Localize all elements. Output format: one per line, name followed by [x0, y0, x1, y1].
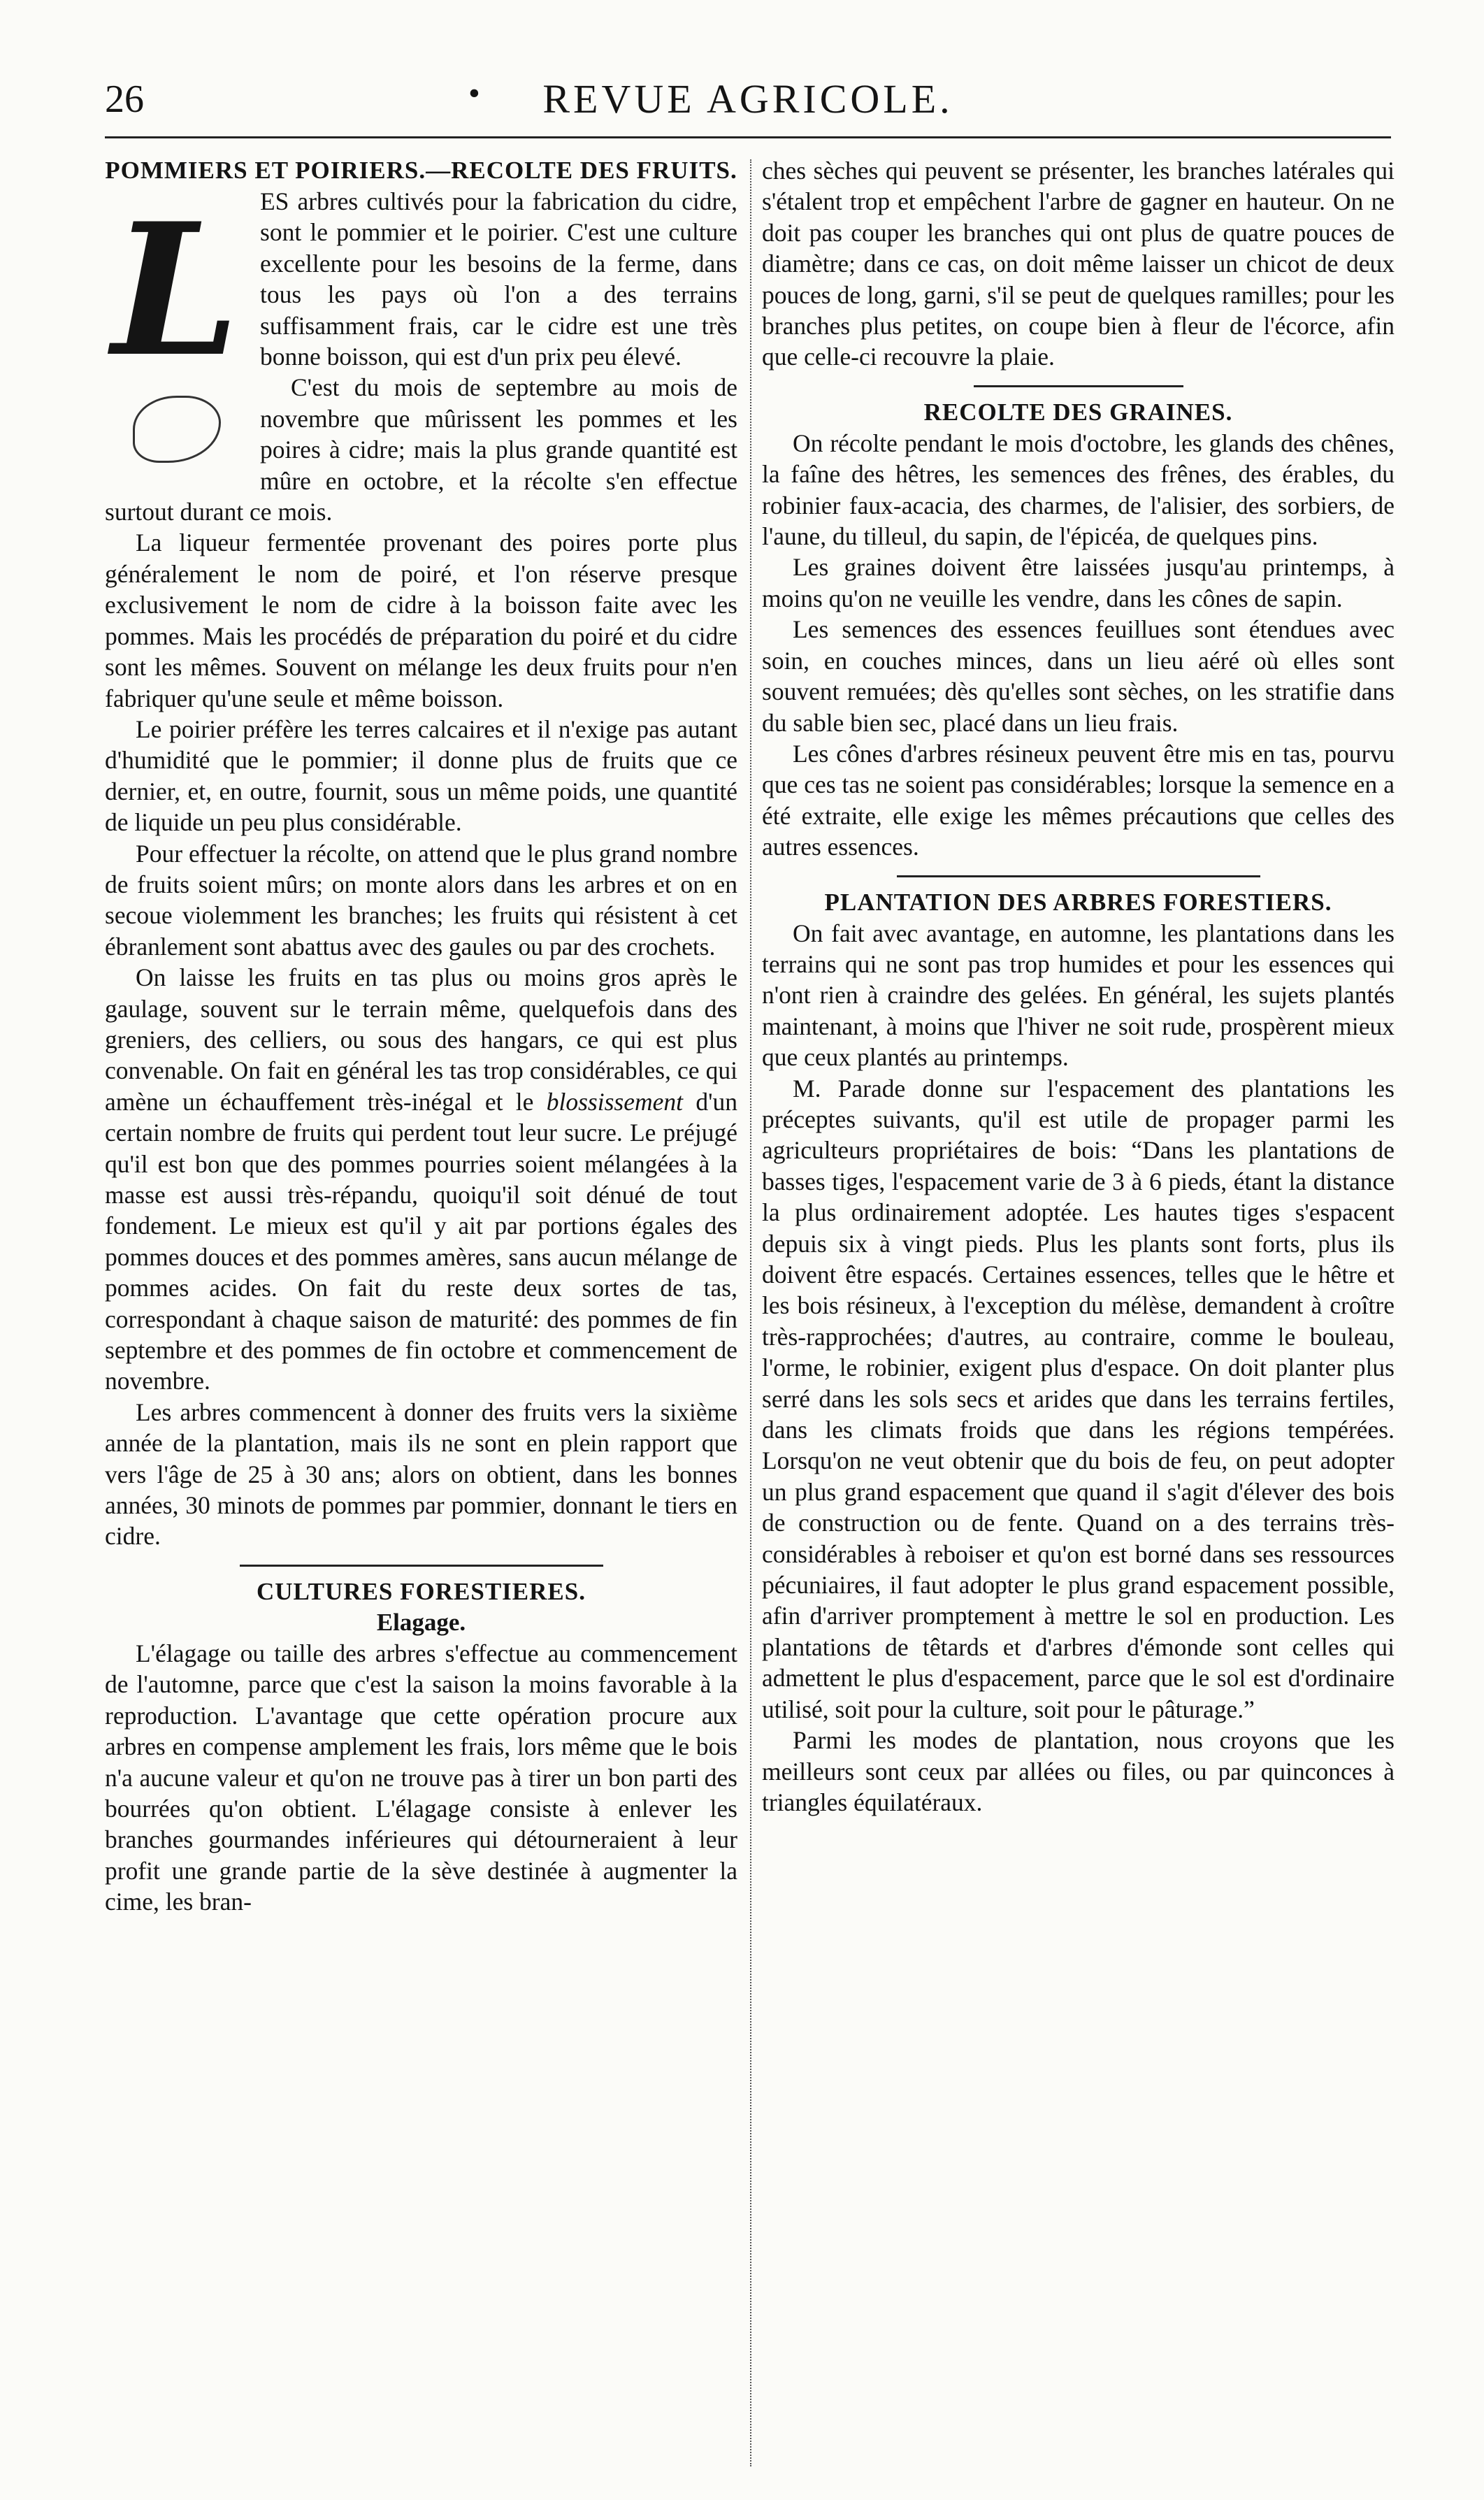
- section-rule: [897, 875, 1260, 877]
- paragraph: ES arbres cultivés pour la fabrication du cidre, sont le pommier et le poirier. C'est une culture excellente pour les besoins de la ferme, dans tous les pays où l'on a des terrains suffisamment frais, car le cidre est une très bonne boisson, qui est d'un prix peu élevé.: [260, 187, 737, 371]
- paragraph: [105, 962, 737, 1397]
- paragraph-text: d'un certain nombre de fruits qui perdent tout leur sucre. Le préjugé qu'il est bon que des pommes pourries soient mélangées à la masse est aussi très-répandu, quoiqu'il soit dénué de tout fondement. Le mieux est qu'il y ait par portions égales des pommes douces et des pommes amères, sans aucun mélange de pommes acides. On fait du reste deux sortes de tas, correspondant à chaque saison de maturité: des pommes de fin septembre et des pommes de fin octobre et commencement de novembre.: [105, 1087, 737, 1395]
- section-rule: [974, 385, 1183, 387]
- paragraph: La liqueur fermentée provenant des poires porte plus généralement le nom de poiré, et l'on réserve presque exclusivement le nom de cidre à la boisson faite avec les pommes. Mais les procédés de préparation du poiré et du cidre sont les mêmes. Souvent on mélange les deux fruits pour n'en fabriquer qu'une seule et même boisson.: [105, 529, 737, 712]
- paragraph: Les cônes d'arbres résineux peuvent être mis en tas, pourvu que ces tas ne soient pas considérables; lorsque la semence en a été extraite, elle exige les mêmes précautions que celles des autres essences.: [762, 739, 1395, 861]
- page-number: 26: [105, 78, 144, 121]
- column-divider: [750, 159, 751, 2466]
- section-subtitle-elagage: Elagage.: [376, 1608, 466, 1636]
- italic-term: blossissement: [546, 1087, 683, 1116]
- paragraph: On récolte pendant le mois d'octobre, les glands des chênes, la faîne des hêtres, les semences des frênes, des érables, du robinier faux-acacia, des charmes, de l'alisier, des sorbiers, de l'aune, du tilleul, du sapin, de l'épicéa, de quelques pins.: [762, 429, 1395, 551]
- paragraph: Parmi les modes de plantation, nous croyons que les meilleurs sont ceux par allées ou files, ou par quinconces à triangles équilatéraux.: [762, 1726, 1395, 1816]
- running-title: REVUE AGRICOLE.: [542, 76, 953, 122]
- paragraph: On fait avec avantage, en automne, les plantations dans les terrains qui ne sont pas trop humides et pour les essences qui n'ont rien à craindre des gelées. En général, les sujets plantés maintenant, à moins que l'hiver ne soit rude, prospèrent mieux que ceux plantés au printemps.: [762, 919, 1395, 1072]
- paragraph: ches sèches qui peuvent se présenter, les branches latérales qui s'étalent trop et empêchent l'arbre de gagner en hauteur. On ne doit pas couper les branches qui ont plus de quatre pouces de diamètre; dans ce cas, on doit même laisser un chicot de deux pouces de long, garni, s'il se peut de quelques ramilles; pour les branches plus petites, on coupe bien à fleur de l'écorce, afin que celle-ci recouvre la plaie.: [762, 157, 1395, 371]
- dropcap-flourish-icon: [133, 396, 221, 463]
- paragraph: Le poirier préfère les terres calcaires et il n'exige pas autant d'humidité que le pommier; il donne plus de fruits que ce dernier, et, en outre, fournit, sous un même poids, une quantité de liquide un peu plus considérable.: [105, 714, 737, 837]
- header-dot-ornament: •: [468, 75, 480, 112]
- paragraph: L'élagage ou taille des arbres s'effectue au commencement de l'automne, parce que c'est la saison la moins favorable à la reproduction. L'avantage que cette opération procure aux arbres en compense amplement les frais, lors même que le bois n'a aucune valeur et qu'on ne trouve pas à tirer un bon parti des bourrées qu'on obtient. L'élagage consiste à enlever les branches gourmandes inférieures qui détourneraient à leur profit une grande partie de la sève destinée à augmenter la cime, les bran-: [105, 1639, 737, 1916]
- ornate-dropcap: [105, 186, 252, 480]
- page-header: [105, 70, 1391, 126]
- paragraph: Les arbres commencent à donner des fruits vers la sixième année de la plantation, mais ils ne sont en plein rapport que vers l'âge de 25 à 30 ans; alors on obtient, dans les bonnes années, 30 minots de pommes par pommier, donnant le tiers en cidre.: [105, 1398, 737, 1551]
- header-rule: [105, 136, 1391, 138]
- section-title-cultures: CULTURES FORESTIERES.: [257, 1577, 586, 1605]
- paragraph-text: On laisse les fruits en tas plus ou moins gros après le gaulage, souvent sur le terrain même, quelquefois dans des greniers, des celliers, ou sous des hangars, ce qui est plus convenable. On fait en général les tas trop considérables, ce qui amène un échauffement très-inégal et le: [105, 963, 737, 1116]
- paragraph: Pour effectuer la récolte, on attend que le plus grand nombre de fruits soient mûrs; on monte alors dans les arbres et on en secoue violemment les branches; les fruits qui résistent à cet ébranlement sont abattus avec des gaules ou par des crochets.: [105, 839, 737, 961]
- section-rule: [240, 1565, 603, 1567]
- paragraph: M. Parade donne sur l'espacement des plantations les préceptes suivants, qu'il est utile de propager parmi les agriculteurs propriétaires de bois: “Dans les plantations de basses tiges, l'espacement varie de 3 à 6 pieds, étant la distance la plus ordinairement adoptée. Les hautes tiges s'espacent depuis six à vingt pieds. Plus les plants sont forts, plus ils doivent être espacés. Certaines essences, telles que le hêtre et les bois résineux, à l'exception du mélèse, demandent à croître très-rapprochées; d'autres, au contraire, comme le bouleau, l'orme, le robinier, exigent plus d'espace. On doit planter plus serré dans les sols secs et arides que dans les terrains fertiles, dans les climats froids que dans les régions tempérées. Lorsqu'on ne veut obtenir que du bois de feu, on peut adopter un plus grand espacement que quand il s'agit d'élever des bois de construction ou de fente. Quand on a des terrains très-considérables à reboiser et qu'on est borné dans ses ressources pécuniaires, il faut adopter le plus grand espacement possible, afin d'arriver promptement à mettre le sol en production. Les plantations de têtards et d'arbres d'émonde sont celles qui admettent le plus d'espacement, parce que le sol est d'ordinaire utilisé, soit pour la culture, soit pour le pâturage.”: [762, 1074, 1395, 1723]
- paragraph: Les semences des essences feuillues sont étendues avec soin, en couches minces, dans un lieu aéré où elles sont souvent remuées; dès qu'elles sont sèches, on les stratifie dans du sable bien sec, placé dans un lieu frais.: [762, 615, 1395, 737]
- section-title-pommiers: POMMIERS ET POIRIERS.—RECOLTE DES FRUITS.: [105, 157, 737, 184]
- paragraph: C'est du mois de septembre au mois de novembre que mûrissent les pommes et les poires à cidre; mais la plus grande quantité est mûre en octobre, et la récolte s'en effectue surtout durant ce mois.: [105, 373, 737, 526]
- section-title-plantation: PLANTATION DES ARBRES FORESTIERS.: [824, 888, 1332, 916]
- right-column: [762, 155, 1395, 1818]
- left-column: [105, 155, 737, 1918]
- paragraph: Les graines doivent être laissées jusqu'au printemps, à moins qu'on ne veuille les vendre, dans les cônes de sapin.: [762, 553, 1395, 612]
- section-title-graines: RECOLTE DES GRAINES.: [923, 398, 1233, 426]
- dropcap-letter: L: [112, 184, 240, 397]
